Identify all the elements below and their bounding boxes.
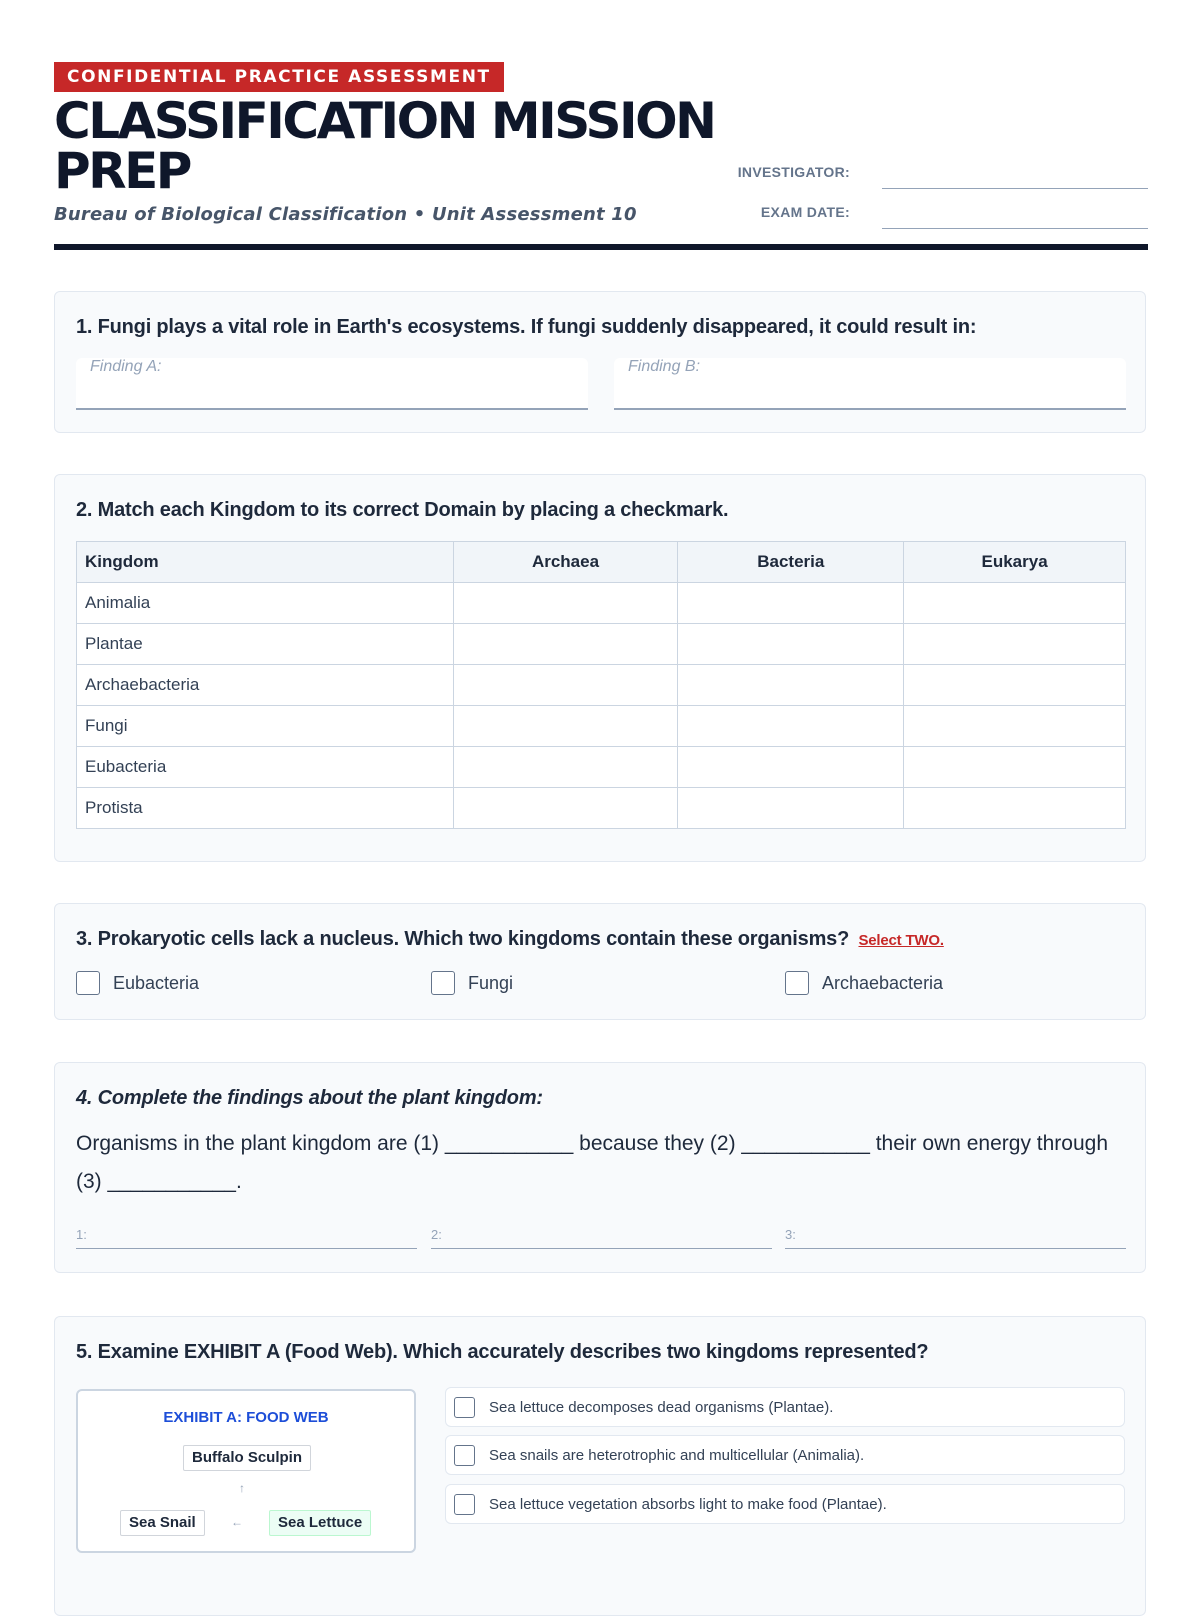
page-subtitle: Bureau of Biological Classification • Unit Assessment 10: [54, 204, 637, 225]
column-header-bacteria: Bacteria: [678, 542, 904, 583]
option-eubacteria[interactable]: [76, 971, 199, 995]
archaea-check-cell[interactable]: [453, 665, 678, 706]
answer-option-1[interactable]: [445, 1387, 1125, 1427]
archaea-check-cell[interactable]: [453, 788, 678, 829]
archaea-check-cell[interactable]: [453, 624, 678, 665]
node-sea-snail: Sea Snail: [120, 1510, 205, 1536]
kingdom-domain-table: [76, 541, 1126, 829]
kingdom-cell: Plantae: [77, 624, 454, 665]
answer-option-2[interactable]: [445, 1435, 1125, 1475]
table-row: [77, 665, 1126, 706]
eukarya-check-cell[interactable]: [904, 583, 1126, 624]
eukarya-check-cell[interactable]: [904, 624, 1126, 665]
archaea-check-cell[interactable]: [453, 583, 678, 624]
eukarya-check-cell[interactable]: [904, 665, 1126, 706]
column-header-eukarya: Eukarya: [904, 542, 1126, 583]
exhibit-title: EXHIBIT A: FOOD WEB: [163, 1409, 329, 1426]
question-3-text: 3. Prokaryotic cells lack a nucleus. Which two kingdoms contain these organisms?: [76, 928, 850, 950]
option-archaebacteria[interactable]: [785, 971, 943, 995]
archaea-check-cell[interactable]: [453, 706, 678, 747]
option-label: Eubacteria: [113, 972, 200, 993]
option-fungi[interactable]: [431, 971, 513, 995]
archaea-check-cell[interactable]: [453, 747, 678, 788]
option-label: Archaebacteria: [822, 972, 944, 993]
investigator-field[interactable]: [882, 188, 1148, 189]
column-header-archaea: Archaea: [453, 542, 678, 583]
arrow-up-icon: ↑: [239, 1481, 245, 1495]
question-2-title: 2. Match each Kingdom to its correct Domain by placing a checkmark.: [76, 499, 729, 521]
checkbox[interactable]: [76, 971, 100, 995]
option-label: Fungi: [468, 972, 514, 993]
table-row: [77, 583, 1126, 624]
eukarya-check-cell[interactable]: [904, 706, 1126, 747]
question-5-card: [54, 1316, 1146, 1616]
eukarya-check-cell[interactable]: [904, 788, 1126, 829]
table-row: [77, 706, 1126, 747]
bacteria-check-cell[interactable]: [678, 583, 904, 624]
title-line-2: PREP: [54, 142, 190, 200]
checkbox[interactable]: [431, 971, 455, 995]
bacteria-check-cell[interactable]: [678, 665, 904, 706]
node-buffalo-sculpin: Buffalo Sculpin: [183, 1445, 311, 1471]
table-row: [77, 788, 1126, 829]
exam-date-field[interactable]: [882, 228, 1148, 229]
question-2-card: [54, 474, 1146, 862]
kingdom-cell: Eubacteria: [77, 747, 454, 788]
answer-option-3[interactable]: [445, 1484, 1125, 1524]
arrow-left-icon: ←: [231, 1515, 243, 1529]
option-text: Sea lettuce decomposes dead organisms (Plantae).: [489, 1398, 834, 1416]
bacteria-check-cell[interactable]: [678, 788, 904, 829]
option-text: Sea lettuce vegetation absorbs light to make food (Plantae).: [489, 1495, 887, 1513]
question-3-title: [76, 928, 944, 951]
kingdom-cell: Archaebacteria: [77, 665, 454, 706]
checkbox[interactable]: [454, 1494, 475, 1515]
blank-3-input[interactable]: 3:: [785, 1227, 1126, 1249]
blank-2-input[interactable]: 2:: [431, 1227, 772, 1249]
table-row: [77, 747, 1126, 788]
finding-b-input[interactable]: Finding B:: [614, 358, 1126, 410]
fill-in-passage: Organisms in the plant kingdom are (1) ___________ because they (2) ___________ their own energy through (3) ___________.: [76, 1132, 1109, 1193]
question-4-card: [54, 1062, 1146, 1273]
column-header-kingdom: Kingdom: [77, 542, 454, 583]
table-header-row: [77, 542, 1126, 583]
title-line-1: CLASSIFICATION MISSION: [54, 92, 715, 150]
exhibit-a-food-web: [76, 1389, 416, 1553]
finding-a-input[interactable]: Finding A:: [76, 358, 588, 410]
checkbox[interactable]: [454, 1397, 475, 1418]
confidential-badge: CONFIDENTIAL PRACTICE ASSESSMENT: [54, 62, 504, 92]
kingdom-cell: Animalia: [77, 583, 454, 624]
question-1-title: 1. Fungi plays a vital role in Earth's ecosystems. If fungi suddenly disappeared, it could result in:: [76, 316, 977, 338]
eukarya-check-cell[interactable]: [904, 747, 1126, 788]
bacteria-check-cell[interactable]: [678, 706, 904, 747]
question-4-title: 4. Complete the findings about the plant kingdom:: [76, 1087, 543, 1109]
select-two-instruction: Select TWO.: [858, 932, 944, 949]
table-row: [77, 624, 1126, 665]
bacteria-check-cell[interactable]: [678, 624, 904, 665]
node-sea-lettuce: Sea Lettuce: [269, 1510, 371, 1536]
question-5-title: 5. Examine EXHIBIT A (Food Web). Which accurately describes two kingdoms represented?: [76, 1341, 929, 1363]
blank-1-input[interactable]: 1:: [76, 1227, 417, 1249]
investigator-label: INVESTIGATOR:: [737, 164, 850, 180]
checkbox[interactable]: [454, 1445, 475, 1466]
kingdom-cell: Protista: [77, 788, 454, 829]
kingdom-cell: Fungi: [77, 706, 454, 747]
bacteria-check-cell[interactable]: [678, 747, 904, 788]
page-title: [54, 92, 734, 200]
question-1-card: [54, 291, 1146, 433]
header-divider: [54, 244, 1148, 250]
option-text: Sea snails are heterotrophic and multicellular (Animalia).: [489, 1446, 865, 1464]
question-3-card: [54, 903, 1146, 1020]
exam-date-label: EXAM DATE:: [760, 204, 850, 220]
checkbox[interactable]: [785, 971, 809, 995]
